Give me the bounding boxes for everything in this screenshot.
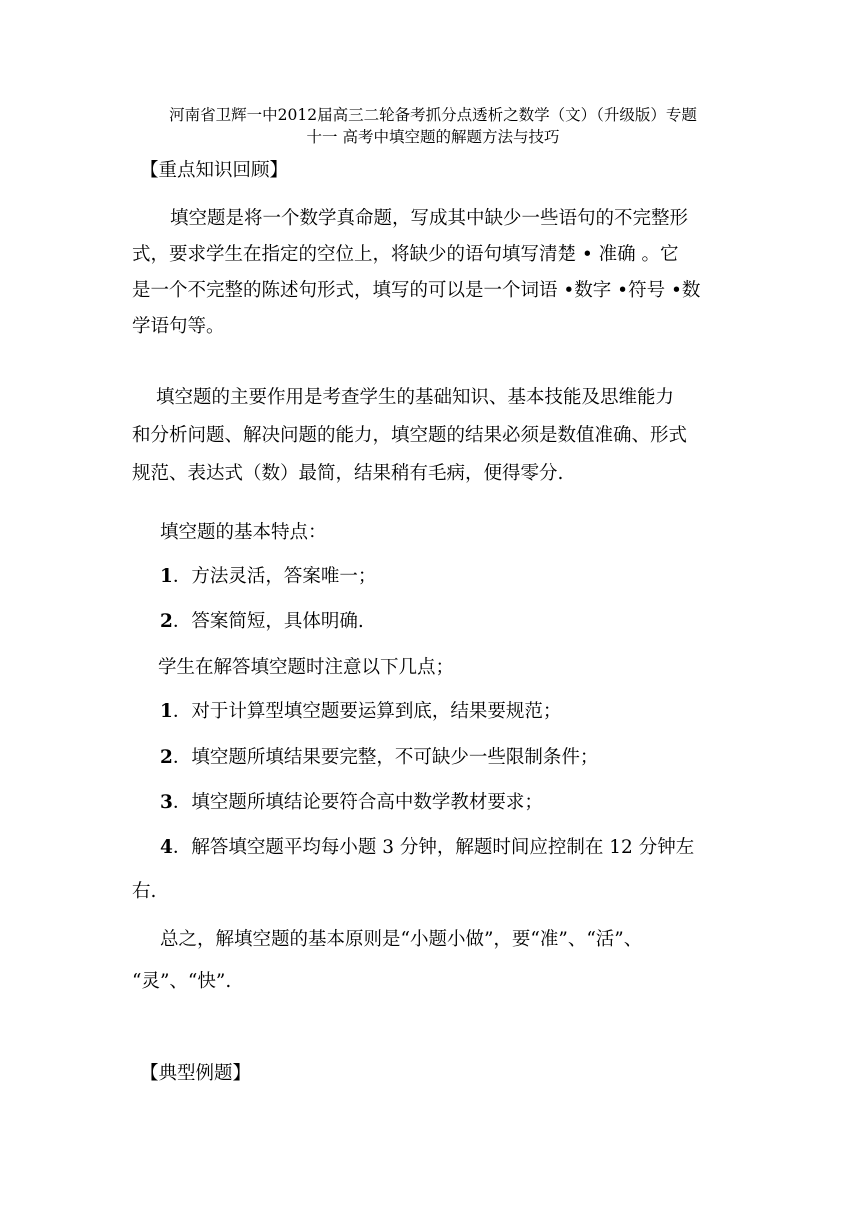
- note-number: 4: [160, 837, 173, 858]
- section-heading-examples: 【典型例题】: [140, 1063, 252, 1084]
- feature-item-2: [160, 611, 364, 633]
- summary-line-1: 总之，解填空题的基本原则是“小题小做”，要“准”、“活”、: [160, 929, 643, 950]
- summary-line-2: “灵”、“快”.: [132, 971, 232, 992]
- document-title: [128, 104, 738, 148]
- intro-paragraph: [132, 208, 744, 352]
- note-4-line-1: [132, 837, 744, 881]
- note-text: ．填空题所填结果要完整，不可缺少一些限制条件；: [172, 747, 599, 768]
- note-text: ．填空题所填结论要符合高中数学教材要求；: [172, 792, 543, 813]
- feature-number: 2: [160, 611, 173, 632]
- note-item-2: [160, 747, 598, 769]
- feature-item-1: [160, 566, 376, 588]
- note-item-3: [160, 792, 543, 814]
- note-number: 3: [160, 792, 173, 813]
- note-item-1: [160, 701, 561, 723]
- intro-line-4: 学语句等。: [132, 316, 225, 337]
- role-line-2: 和分析问题、解决问题的能力，填空题的结果必须是数值准确、形式: [132, 425, 688, 446]
- summary-paragraph: [132, 929, 744, 993]
- note-number: 2: [160, 747, 173, 768]
- note-item-4: [132, 837, 744, 903]
- title-line-2: 十一 高考中填空题的解题方法与技巧: [306, 128, 560, 146]
- note-text: ．对于计算型填空题要运算到底，结果要规范；: [172, 701, 562, 722]
- feature-text: ．方法灵活，答案唯一；: [172, 566, 377, 587]
- intro-line-2: 式，要求学生在指定的空位上，将缺少的语句填写清楚 • 准确 。它: [132, 244, 679, 265]
- feature-text: ．答案简短，具体明确.: [172, 611, 364, 632]
- role-paragraph: [132, 387, 744, 501]
- note-number: 1: [160, 701, 173, 722]
- features-title: 填空题的基本特点：: [160, 522, 327, 543]
- section-heading-key-knowledge: 【重点知识回顾】: [140, 160, 289, 181]
- feature-number: 1: [160, 566, 173, 587]
- role-line-3: 规范、表达式（数）最简，结果稍有毛病，便得零分.: [132, 463, 564, 484]
- intro-line-3: 是一个不完整的陈述句形式，填写的可以是一个词语 •数字 •符号 •数: [132, 280, 701, 301]
- role-line-1: 填空题的主要作用是考查学生的基础知识、基本技能及思维能力: [156, 387, 675, 408]
- note-text: ．解答填空题平均每小题 3 分钟，解题时间应控制在 12 分钟左: [172, 837, 695, 858]
- intro-line-1: 填空题是将一个数学真命题，写成其中缺少一些语句的不完整形: [170, 208, 689, 229]
- note-4-line-2: 右.: [132, 881, 157, 902]
- notes-title: 学生在解答填空题时注意以下几点；: [158, 657, 455, 678]
- title-line-1: 河南省卫辉一中2012届高三二轮备考抓分点透析之数学（文）（升级版）专题: [169, 106, 697, 124]
